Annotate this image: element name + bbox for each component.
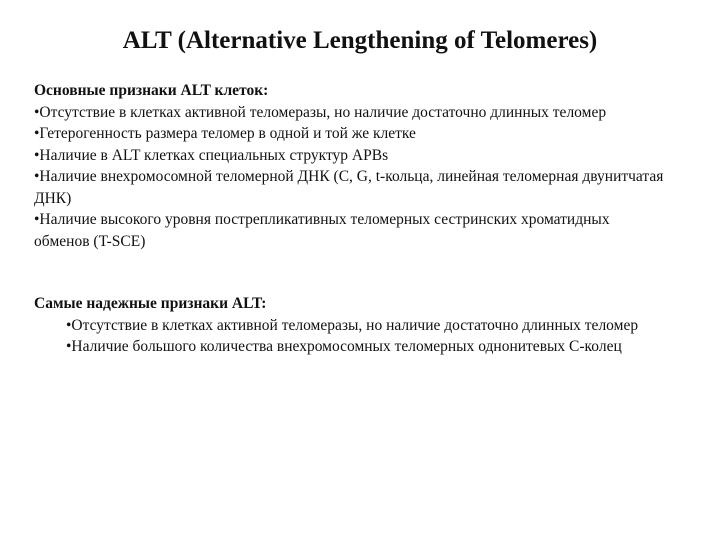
list-item: •Отсутствие в клетках активной теломеразы, но наличие достаточно длинных теломер [34, 103, 607, 121]
reliable-features-section [34, 293, 702, 358]
list-item: •Наличие большого количества внехромосомных теломерных однонитевых C-колец [66, 338, 622, 355]
slide-title: ALT (Alternative Lengthening of Telomeres) [122, 27, 598, 54]
main-features-heading: Основные признаки ALT клеток: [34, 82, 269, 99]
list-item: •Гетерогенность размера теломер в одной и той же клетке [34, 125, 416, 142]
list-item: •Отсутствие в клетках активной теломеразы, но наличие достаточно длинных теломер [66, 316, 639, 334]
list-item: •Наличие внехромосомной теломерной ДНК (C, G, t-кольца, линейная теломерная двунитчатая ДНК) [34, 168, 664, 207]
main-features-section [34, 80, 702, 252]
reliable-features-heading: Самые надежные признаки ALT: [34, 295, 267, 312]
list-item: •Наличие высокого уровня пострепликативных теломерных сестринских хроматидных обменов (T-SCE) [34, 211, 610, 250]
list-item: •Наличие в ALT клетках специальных структур APBs [34, 146, 389, 164]
